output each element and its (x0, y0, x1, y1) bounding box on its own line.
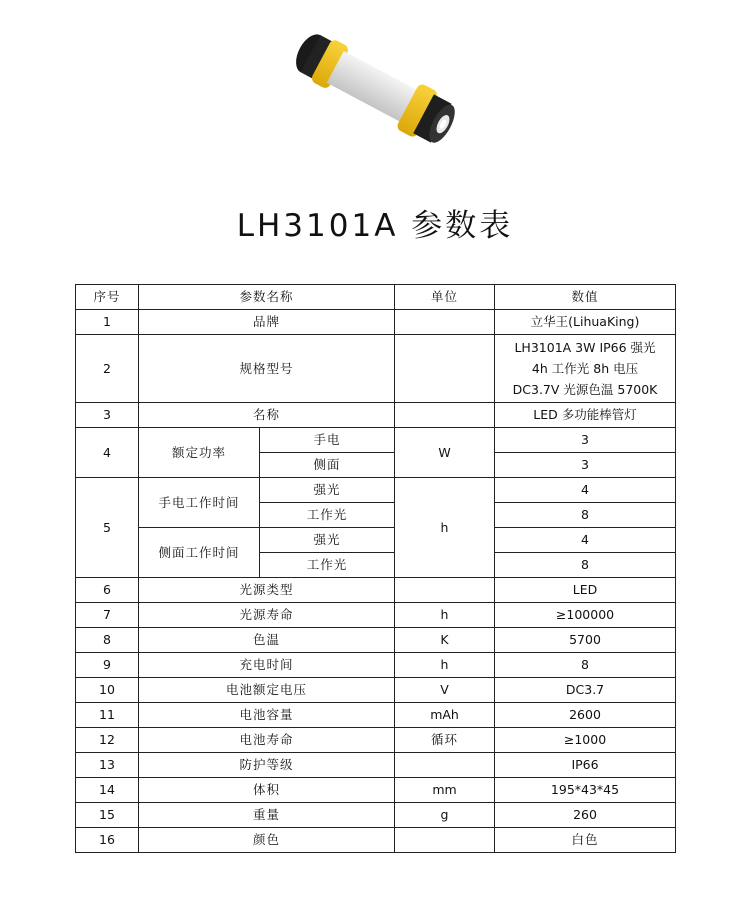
row-name: 电池寿命 (139, 728, 395, 753)
row-name: 体积 (139, 778, 395, 803)
value-line: LH3101A 3W IP66 强光 (514, 340, 656, 355)
row-unit: V (395, 678, 495, 703)
row-no: 16 (76, 828, 139, 853)
row-name: 光源寿命 (139, 603, 395, 628)
row-value: 3 (495, 453, 676, 478)
row-no: 13 (76, 753, 139, 778)
row-no: 3 (76, 403, 139, 428)
row-value: 8 (495, 553, 676, 578)
row-sublabel: 强光 (260, 478, 395, 503)
row-sublabel: 工作光 (260, 503, 395, 528)
row-value: 3 (495, 428, 676, 453)
row-no: 8 (76, 628, 139, 653)
value-line: DC3.7V 光源色温 5700K (512, 382, 658, 397)
row-name: 防护等级 (139, 753, 395, 778)
row-value: 8 (495, 503, 676, 528)
row-no: 5 (76, 478, 139, 578)
row-unit: 循环 (395, 728, 495, 753)
row-no: 1 (76, 310, 139, 335)
row-value: 白色 (495, 828, 676, 853)
table-row (76, 703, 676, 728)
row-no: 14 (76, 778, 139, 803)
row-unit: mAh (395, 703, 495, 728)
row-no: 10 (76, 678, 139, 703)
row-unit (395, 753, 495, 778)
table-row (76, 628, 676, 653)
row-no: 4 (76, 428, 139, 478)
row-name: 色温 (139, 628, 395, 653)
row-no: 15 (76, 803, 139, 828)
table-row (76, 403, 676, 428)
table-row (76, 335, 676, 403)
row-value (495, 335, 676, 403)
row-name: 侧面工作时间 (139, 528, 260, 578)
row-sublabel: 工作光 (260, 553, 395, 578)
row-unit (395, 828, 495, 853)
row-name: 名称 (139, 403, 395, 428)
row-name: 颜色 (139, 828, 395, 853)
row-name: 重量 (139, 803, 395, 828)
row-value: DC3.7 (495, 678, 676, 703)
table-row (76, 653, 676, 678)
row-value: 195*43*45 (495, 778, 676, 803)
row-value: 4 (495, 528, 676, 553)
page-title: LH3101A 参数表 (236, 208, 514, 244)
row-no: 7 (76, 603, 139, 628)
spec-table (75, 284, 676, 853)
row-unit: g (395, 803, 495, 828)
row-value: IP66 (495, 753, 676, 778)
row-no: 6 (76, 578, 139, 603)
row-name: 规格型号 (139, 335, 395, 403)
table-row (76, 678, 676, 703)
row-unit: W (395, 428, 495, 478)
table-row (76, 803, 676, 828)
row-value: LED (495, 578, 676, 603)
row-sublabel: 手电 (260, 428, 395, 453)
row-unit (395, 310, 495, 335)
row-name: 品牌 (139, 310, 395, 335)
table-row (76, 603, 676, 628)
row-value: 260 (495, 803, 676, 828)
row-value: ≥100000 (495, 603, 676, 628)
table-row (76, 578, 676, 603)
row-unit: h (395, 478, 495, 578)
row-sublabel: 侧面 (260, 453, 395, 478)
table-row (76, 728, 676, 753)
header-no: 序号 (76, 285, 139, 310)
row-unit: K (395, 628, 495, 653)
row-unit: mm (395, 778, 495, 803)
row-unit (395, 335, 495, 403)
table-row (76, 428, 676, 453)
row-name: 额定功率 (139, 428, 260, 478)
product-image (280, 20, 470, 155)
row-name: 电池容量 (139, 703, 395, 728)
row-sublabel: 强光 (260, 528, 395, 553)
row-unit: h (395, 653, 495, 678)
row-name: 光源类型 (139, 578, 395, 603)
header-value: 数值 (495, 285, 676, 310)
row-name: 手电工作时间 (139, 478, 260, 528)
row-no: 11 (76, 703, 139, 728)
row-value: 5700 (495, 628, 676, 653)
row-value: 立华王(LihuaKing) (495, 310, 676, 335)
row-unit (395, 578, 495, 603)
table-row (76, 310, 676, 335)
table-row (76, 778, 676, 803)
table-row (76, 753, 676, 778)
row-value: LED 多功能棒管灯 (495, 403, 676, 428)
row-no: 2 (76, 335, 139, 403)
row-value: 2600 (495, 703, 676, 728)
row-name: 电池额定电压 (139, 678, 395, 703)
row-value: 8 (495, 653, 676, 678)
value-line: 4h 工作光 8h 电压 (531, 361, 639, 376)
row-value: 4 (495, 478, 676, 503)
row-no: 12 (76, 728, 139, 753)
header-unit: 单位 (395, 285, 495, 310)
row-unit (395, 403, 495, 428)
table-row (76, 828, 676, 853)
row-value: ≥1000 (495, 728, 676, 753)
row-unit: h (395, 603, 495, 628)
table-row (76, 528, 676, 553)
row-name: 充电时间 (139, 653, 395, 678)
table-row (76, 478, 676, 503)
table-header-row (76, 285, 676, 310)
row-no: 9 (76, 653, 139, 678)
header-name: 参数名称 (139, 285, 395, 310)
